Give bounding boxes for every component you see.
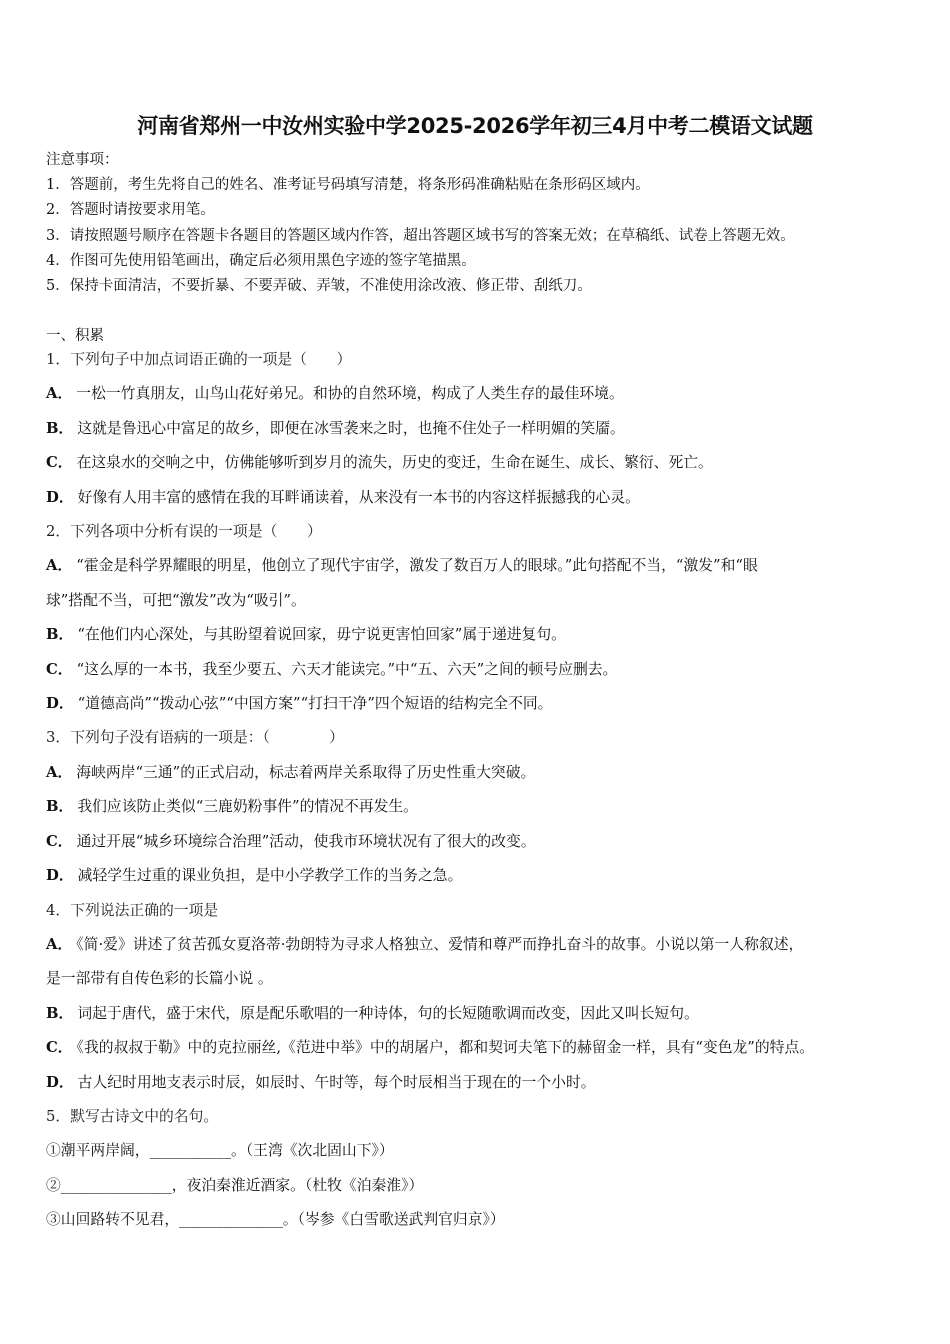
option-label: C． <box>46 454 73 472</box>
notice-item: 2．答题时请按要求用笔。 <box>46 202 215 219</box>
option-text: 《简·爱》讲述了贫苦孤女夏洛蒂·勃朗特为寻求人格独立、爱情和尊严而挣扎奋斗的故事。小说以第一人称叙述， <box>76 935 804 953</box>
answer-option <box>46 928 916 962</box>
option-text: “道德高尚”“拨动心弦”“中国方案”“打扫干净”四个短语的结构完全不同。 <box>77 695 553 713</box>
answer-option <box>46 446 916 480</box>
text-line: ③山回路转不见君，______________。（岑参《白雪歌送武判官归京》） <box>46 1211 505 1229</box>
notice-item: 3．请按照题号顺序在答题卡各题目的答题区域内作答，超出答题区域书写的答案无效；在草稿纸、试卷上答题无效。 <box>46 227 795 244</box>
answer-option <box>46 412 916 446</box>
notice-item: 4．作图可先使用铅笔画出，确定后必须用黑色字迹的签字笔描黑。 <box>46 252 476 269</box>
option-text: 在这泉水的交响之中，仿佛能够听到岁月的流失，历史的变迁，生命在诞生、成长、繁衍、死亡。 <box>76 454 713 472</box>
option-text: 词起于唐代，盛于宋代，原是配乐歌唱的一种诗体，句的长短随歌调而改变，因此又叫长短句。 <box>77 1004 699 1022</box>
option-label: D． <box>46 1073 74 1091</box>
answer-option <box>46 756 916 790</box>
answer-option <box>46 997 916 1031</box>
notice-block <box>46 148 795 299</box>
option-text: “在他们内心深处，与其盼望着说回家，毋宁说更害怕回家”属于递进复句。 <box>77 626 566 644</box>
answer-option <box>46 377 916 411</box>
option-label: A． <box>46 763 73 781</box>
answer-option <box>46 825 916 859</box>
section-heading: 一、积累 <box>46 328 104 344</box>
option-label: B． <box>46 1004 74 1022</box>
option-label: B． <box>46 798 74 816</box>
question-stem: 4．下列说法正确的一项是 <box>46 901 219 919</box>
option-text: 好像有人用丰富的感情在我的耳畔诵读着，从来没有一本书的内容这样振撼我的心灵。 <box>77 488 640 506</box>
question-stem: 1．下列句子中加点词语正确的一项是（ ） <box>46 351 352 368</box>
question-stem: 2．下列各项中分析有误的一项是（ ） <box>46 523 322 541</box>
question-list <box>46 343 916 1238</box>
option-text: 一松一竹真朋友，山鸟山花好弟兄。和协的自然环境，构成了人类生存的最佳环境。 <box>76 385 624 403</box>
answer-option <box>46 618 916 652</box>
answer-option <box>46 1031 916 1065</box>
option-text: 这就是鲁迅心中富足的故乡，即便在冰雪袭来之时，也掩不住处子一样明媚的笑靥。 <box>77 419 625 437</box>
option-label: B． <box>46 626 74 644</box>
option-label: D． <box>46 867 74 885</box>
answer-option <box>46 790 916 824</box>
answer-option <box>46 1066 916 1100</box>
page-title: 河南省郑州一中汝州实验中学2025-2026学年初三4月中考二模语文试题 <box>137 114 813 138</box>
option-label: C． <box>46 1039 73 1057</box>
answer-option <box>46 859 916 893</box>
text-line: ②_______________，夜泊秦淮近酒家。（杜牧《泊秦淮》） <box>46 1176 424 1194</box>
option-label: A． <box>46 557 73 575</box>
notice-item: 1．答题前，考生先将自己的姓名、准考证号码填写清楚，将条形码准确粘贴在条形码区域内。 <box>46 177 650 194</box>
option-text: 减轻学生过重的课业负担，是中小学教学工作的当务之急。 <box>77 867 463 885</box>
question-stem: 5．默写古诗文中的名句。 <box>46 1107 219 1125</box>
option-label: A． <box>46 385 73 403</box>
option-text: 通过开展“城乡环境综合治理”活动，使我市环境状况有了很大的改变。 <box>76 832 536 850</box>
option-label: D． <box>46 695 74 713</box>
option-text: “霍金是科学界耀眼的明星，他创立了现代宇宙学，激发了数百万人的眼球。”此句搭配不当，“激发”和“眼 <box>76 557 758 575</box>
text-line: 球”搭配不当，可把“激发”改为“吸引”。 <box>46 591 306 609</box>
answer-option <box>46 687 916 721</box>
option-text: 古人纪时用地支表示时辰，如辰时、午时等，每个时辰相当于现在的一个小时。 <box>77 1073 596 1091</box>
option-label: B． <box>46 419 74 437</box>
option-label: A． <box>46 935 73 953</box>
text-line: ①潮平两岸阔，___________。（王湾《次北固山下》） <box>46 1142 394 1160</box>
answer-option <box>46 481 916 515</box>
option-text: “这么厚的一本书，我至少要五、六天才能读完。”中“五、六天”之间的顿号应删去。 <box>76 660 618 678</box>
option-text: 海峡两岸“三通”的正式启动，标志着两岸关系取得了历史性重大突破。 <box>76 763 536 781</box>
option-text: 我们应该防止类似“三鹿奶粉事件”的情况不再发生。 <box>77 798 418 816</box>
answer-option <box>46 549 916 583</box>
text-line: 是一部带有自传色彩的长篇小说 。 <box>46 970 273 988</box>
option-label: D． <box>46 488 74 506</box>
notice-item: 5．保持卡面清洁，不要折暴、不要弄破、弄皱，不准使用涂改液、修正带、刮纸刀。 <box>46 278 592 295</box>
option-text: 《我的叔叔于勒》中的克拉丽丝,《范进中举》中的胡屠户，都和契诃夫笔下的赫留金一样，具有“变色龙”的特点。 <box>76 1039 815 1057</box>
notice-heading: 注意事项： <box>46 152 119 168</box>
answer-option <box>46 653 916 687</box>
question-stem: 3．下列句子没有语病的一项是：（ ） <box>46 729 344 747</box>
option-label: C． <box>46 660 73 678</box>
option-label: C． <box>46 832 73 850</box>
